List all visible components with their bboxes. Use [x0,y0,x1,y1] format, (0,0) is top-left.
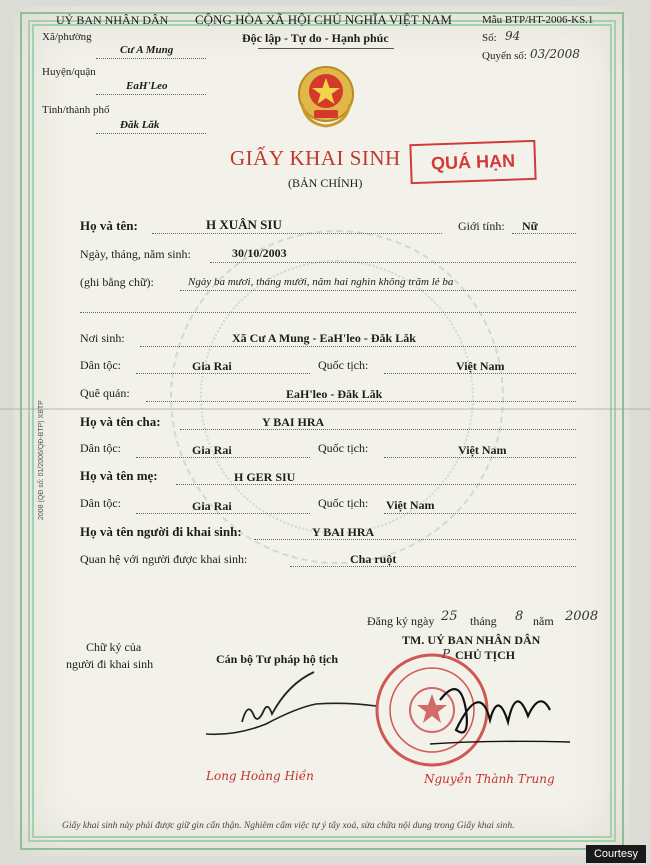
sex-dots [512,233,576,234]
number-label: Số: [482,32,497,44]
registration-year: 2008 [565,609,599,624]
mother-label: Họ và tên mẹ: [80,468,158,483]
dob-words-dots [180,290,576,291]
ethnic-label: Dân tộc: [80,358,121,372]
province-dots [96,133,206,134]
dob-words-label: (ghi bằng chữ): [80,275,154,289]
declarant-dots [254,539,576,540]
commune-label: Xã/phường [42,31,92,43]
father-ethnic-label: Dân tộc: [80,441,121,455]
father-value: Y BAI HRA [262,415,325,429]
mother-ethnic-dots [136,513,310,514]
commune-value: Cư A Mung [120,44,174,56]
mother-ethnic-label: Dân tộc: [80,496,121,510]
chairman-name: Nguyễn Thành Trung [424,772,555,786]
side-note: 2008 (QĐ số: 01/2006/QĐ-BTP) XBTP [38,400,45,520]
registration-month: 8 [515,609,524,624]
declarant-signature-label-2: người đi khai sinh [66,657,154,671]
name-label: Họ và tên: [80,218,138,233]
hometown-dots [146,401,576,402]
father-label: Họ và tên cha: [80,414,161,429]
dob-dots [210,262,576,263]
nationality-dots [384,373,576,374]
blank-line-dots [80,312,576,313]
father-ethnic-value: Gia Rai [192,443,232,457]
name-value: H XUÂN SIU [206,217,282,232]
registration-day: 25 [441,609,458,624]
authority-heading: UỶ BAN NHÂN DÂN [56,13,169,27]
district-value: EaH'Leo [126,80,168,92]
father-dots [180,429,576,430]
national-emblem-icon [296,64,356,130]
form-code: Mẫu BTP/HT-2006-KS.1 [482,14,594,26]
father-nationality-label: Quốc tịch: [318,441,369,455]
mother-dots [176,484,576,485]
declarant-signature-label-1: Chữ ký của [86,640,142,654]
dob-words-value: Ngày ba mươi, tháng mười, năm hai nghìn không trăm lẻ ba [188,276,454,288]
nationality-label: Quốc tịch: [318,358,369,372]
name-dots [152,233,442,234]
mother-nationality-label: Quốc tịch: [318,496,369,510]
mother-nationality-dots [384,513,576,514]
book-value: 03/2008 [530,47,580,61]
mother-nationality-value: Việt Nam [386,498,435,512]
officer-name: Long Hoàng Hiền [206,769,314,783]
mother-ethnic-value: Gia Rai [192,499,232,513]
republic-heading: CỘNG HÒA XÃ HỘI CHỦ NGHĨA VIỆT NAM [195,12,452,27]
chairman-label: CHỦ TỊCH [455,648,516,662]
province-value: Đăk Lăk [120,119,160,131]
courtesy-badge: Courtesy [586,845,646,863]
footer-note: Giấy khai sinh này phải được giữ gìn cẩn thận. Nghiêm cấm việc tự ý tẩy xoá, sửa chữa nội dung trong Giấy khai sinh. [62,821,515,831]
motto-underline [258,48,394,49]
overdue-stamp: QUÁ HẠN [409,140,536,184]
sex-label: Giới tính: [458,219,505,233]
hometown-label: Quê quán: [80,386,130,400]
father-nationality-value: Việt Nam [458,443,507,457]
registration-month-label: tháng [470,614,497,628]
chairman-signature-icon [420,670,580,750]
sex-value: Nữ [522,219,538,233]
declarant-label: Họ và tên người đi khai sinh: [80,524,242,539]
ethnic-value: Gia Rai [192,359,232,373]
officer-label: Cán bộ Tư pháp hộ tịch [216,652,339,666]
declarant-value: Y BAI HRA [312,525,375,539]
relation-dots [290,566,576,567]
dob-value: 30/10/2003 [232,246,287,260]
mother-value: H GER SIU [234,470,296,484]
province-label: Tỉnh/thành phố [42,104,110,116]
ethnic-dots [136,373,310,374]
document-subtitle: (BẢN CHÍNH) [288,176,363,190]
officer-signature-icon [196,664,386,744]
number-value: 94 [505,29,521,43]
birthplace-value: Xã Cư A Mung - EaH'leo - Đăk Lăk [232,331,416,345]
father-nationality-dots [384,457,576,458]
birthplace-label: Nơi sinh: [80,331,125,345]
hometown-value: EaH'leo - Đăk Lăk [286,387,383,401]
dob-label: Ngày, tháng, năm sinh: [80,247,191,261]
registration-date-prefix: Đăng ký ngày [367,614,435,628]
relation-value: Cha ruột [350,552,397,566]
district-dots [96,94,206,95]
father-ethnic-dots [136,457,310,458]
chairman-prefix: P. [442,647,452,661]
commune-dots [96,58,206,59]
district-label: Huyện/quận [42,66,96,78]
registration-year-label: năm [533,614,554,628]
nationality-value: Việt Nam [456,359,505,373]
motto: Độc lập - Tự do - Hạnh phúc [242,31,389,45]
birthplace-dots [140,346,576,347]
document-title: GIẤY KHAI SINH [230,146,401,170]
book-label: Quyển số: [482,50,527,62]
relation-label: Quan hệ với người được khai sinh: [80,552,248,566]
authority-signature-label: TM. UỶ BAN NHÂN DÂN [402,633,541,647]
